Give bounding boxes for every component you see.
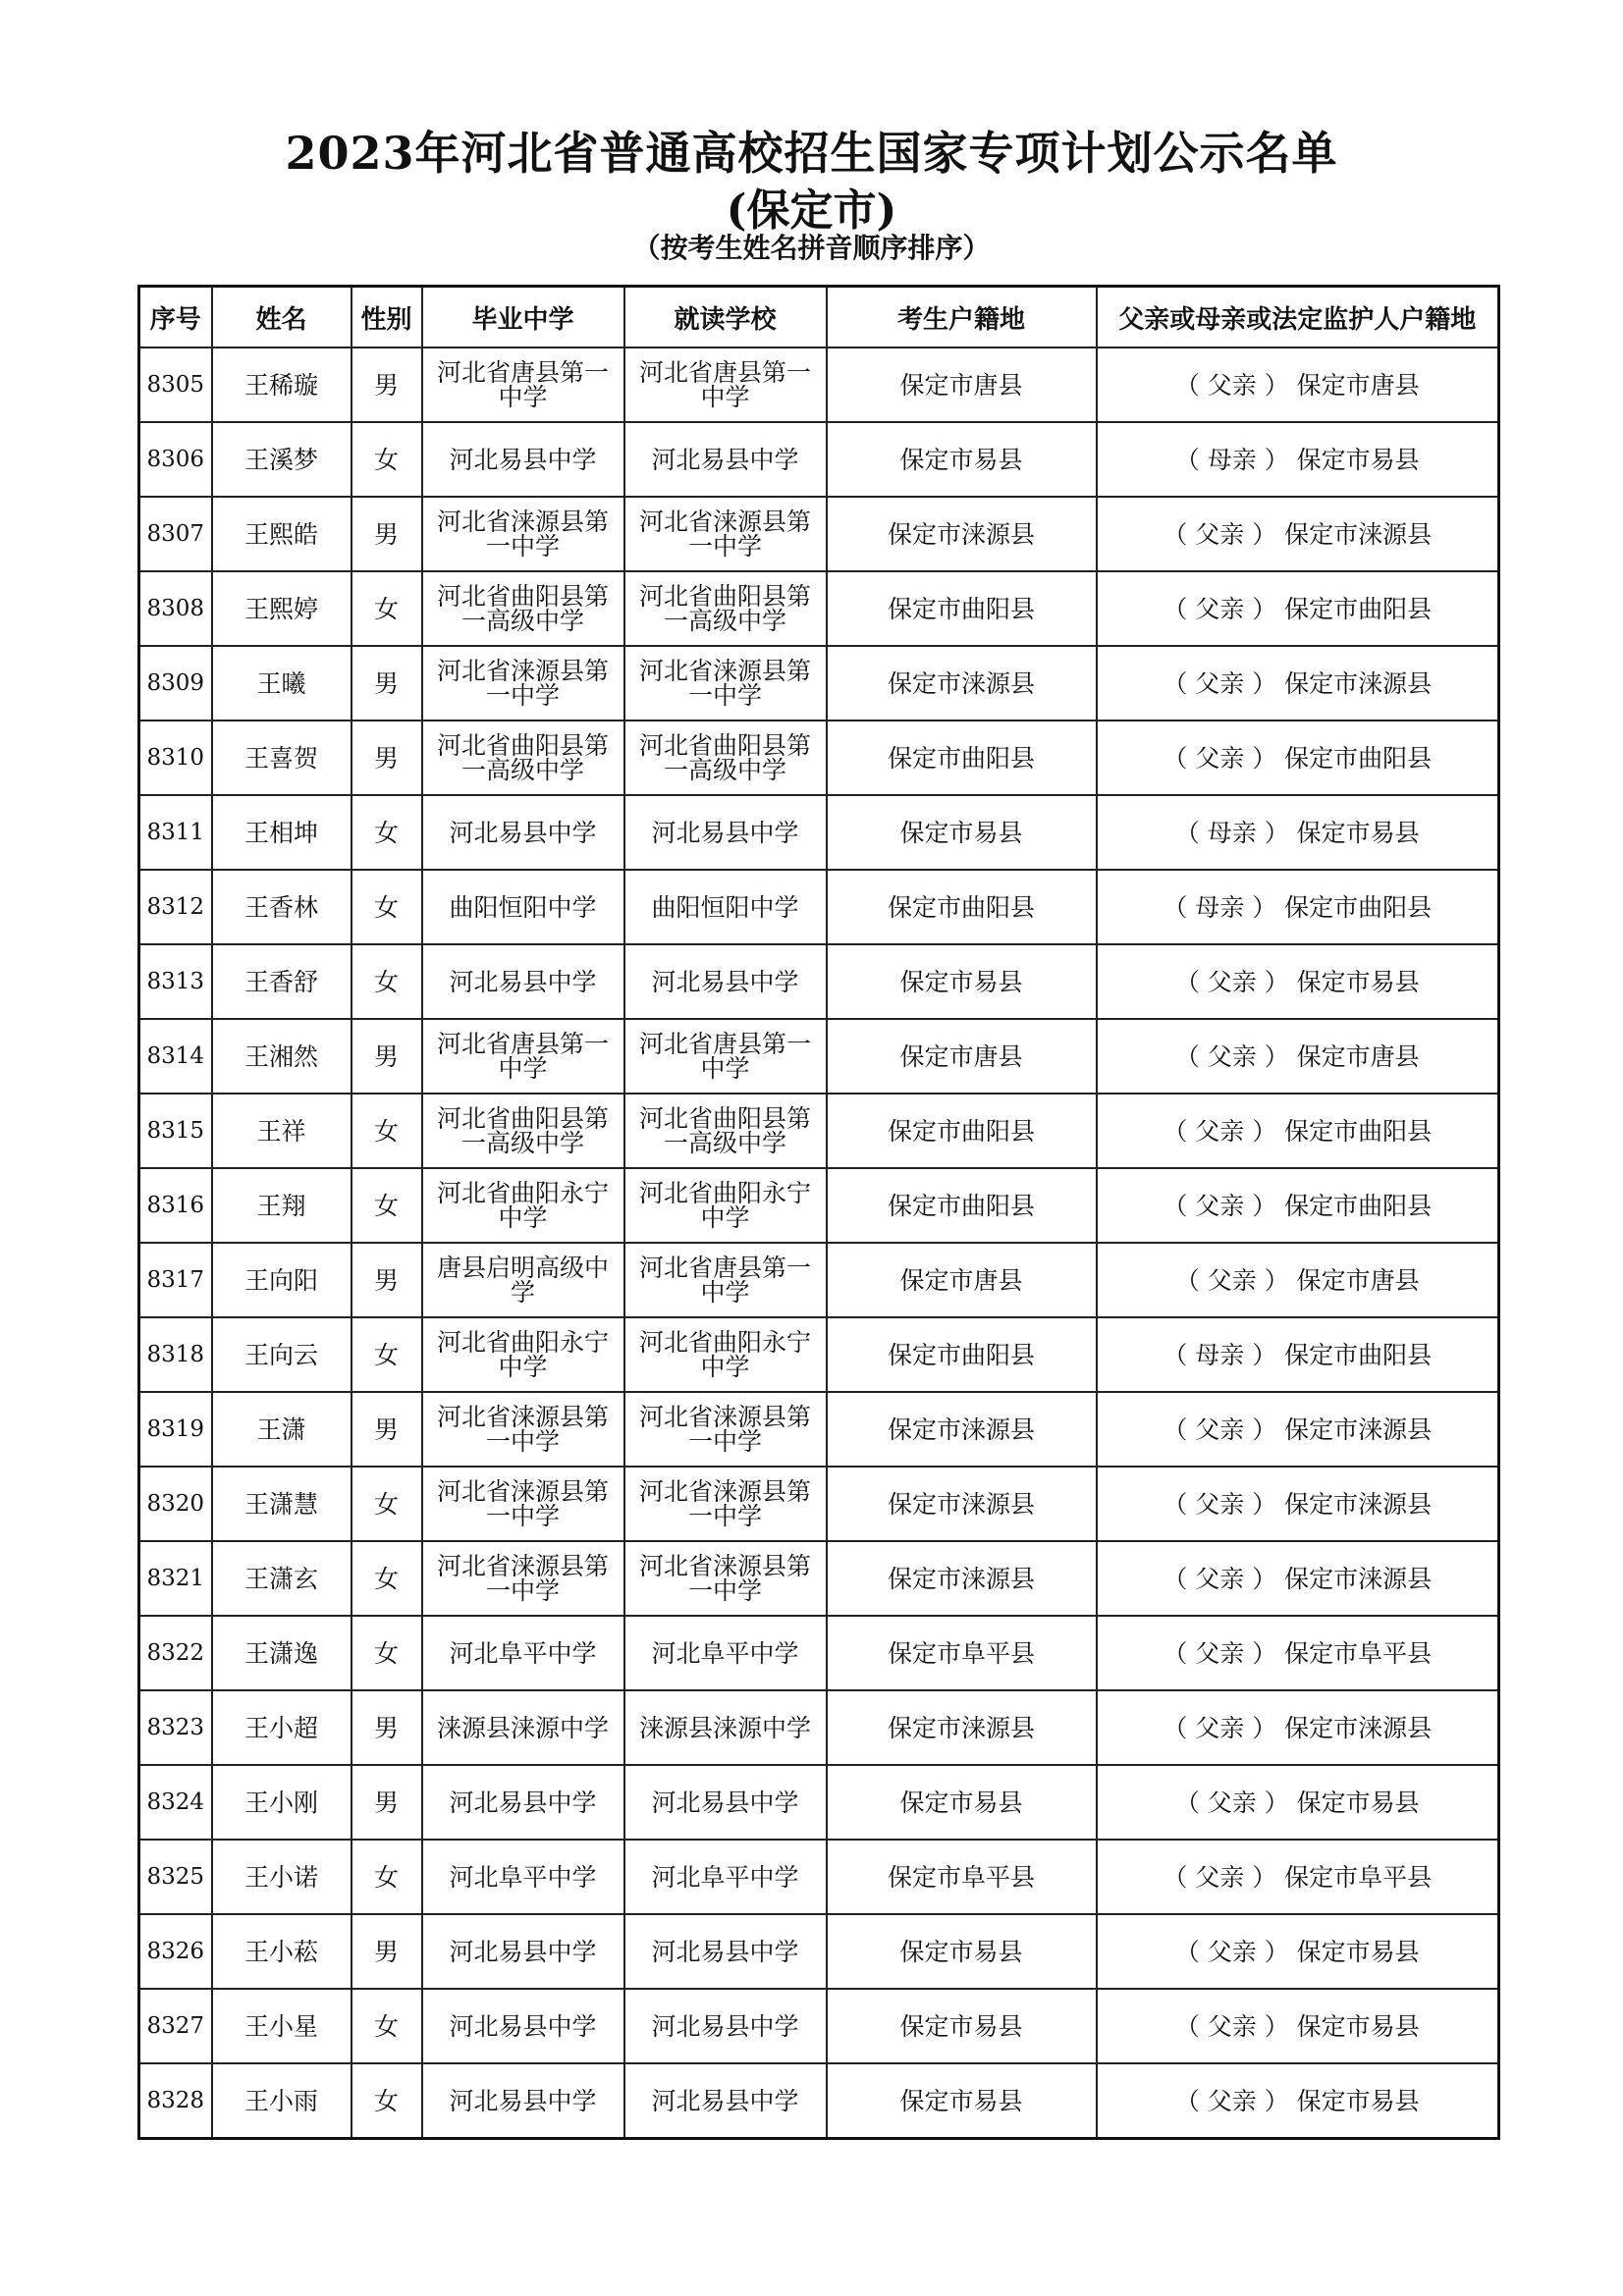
cell-current-school: 河北省唐县第一中学 (624, 347, 827, 422)
cell-guardian-hukou: （ 父亲 ） 保定市涞源县 (1097, 1392, 1499, 1467)
cell-current-school: 河北省涞源县第一中学 (624, 1467, 827, 1541)
cell-graduated-school: 河北易县中学 (422, 1989, 624, 2063)
table-row (139, 422, 1499, 497)
cell-current-school: 河北易县中学 (624, 1914, 827, 1989)
cell-current-school: 河北易县中学 (624, 1765, 827, 1840)
cell-name: 王小诺 (212, 1840, 352, 1914)
header-graduated-school: 毕业中学 (422, 287, 624, 348)
cell-student-hukou: 保定市涞源县 (827, 1467, 1097, 1541)
table-row (139, 870, 1499, 944)
cell-student-hukou: 保定市涞源县 (827, 497, 1097, 571)
table-row (139, 1019, 1499, 1094)
cell-gender: 男 (352, 1690, 422, 1765)
cell-gender: 男 (352, 1019, 422, 1094)
cell-current-school: 河北易县中学 (624, 1989, 827, 2063)
cell-graduated-school: 河北省涞源县第一中学 (422, 1541, 624, 1616)
cell-gender: 女 (352, 571, 422, 646)
cell-current-school: 河北阜平中学 (624, 1616, 827, 1690)
header-name: 姓名 (212, 287, 352, 348)
cell-index: 8318 (139, 1317, 212, 1392)
cell-gender: 男 (352, 721, 422, 795)
cell-student-hukou: 保定市易县 (827, 795, 1097, 870)
table-row (139, 497, 1499, 571)
table-row (139, 646, 1499, 721)
cell-current-school: 河北省曲阳永宁中学 (624, 1317, 827, 1392)
table-row (139, 1765, 1499, 1840)
cell-gender: 男 (352, 1243, 422, 1317)
cell-student-hukou: 保定市曲阳县 (827, 870, 1097, 944)
table-header-row (139, 287, 1499, 348)
document-title: 2023年河北省普通高校招生国家专项计划公示名单 (285, 127, 1338, 180)
header-index: 序号 (139, 287, 212, 348)
cell-student-hukou: 保定市阜平县 (827, 1616, 1097, 1690)
cell-name: 王熙婷 (212, 571, 352, 646)
cell-index: 8314 (139, 1019, 212, 1094)
cell-current-school: 河北省涞源县第一中学 (624, 497, 827, 571)
cell-gender: 男 (352, 347, 422, 422)
cell-graduated-school: 河北省唐县第一中学 (422, 1019, 624, 1094)
cell-gender: 女 (352, 1989, 422, 2063)
cell-gender: 女 (352, 795, 422, 870)
cell-graduated-school: 河北易县中学 (422, 795, 624, 870)
cell-name: 王喜贺 (212, 721, 352, 795)
cell-current-school: 河北省曲阳县第一高级中学 (624, 721, 827, 795)
cell-student-hukou: 保定市易县 (827, 1989, 1097, 2063)
table-row (139, 1690, 1499, 1765)
table-row (139, 1467, 1499, 1541)
cell-guardian-hukou: （ 父亲 ） 保定市涞源县 (1097, 1690, 1499, 1765)
cell-current-school: 曲阳恒阳中学 (624, 870, 827, 944)
cell-student-hukou: 保定市易县 (827, 1914, 1097, 1989)
cell-gender: 女 (352, 1616, 422, 1690)
cell-current-school: 河北阜平中学 (624, 1840, 827, 1914)
document-subtitle: (保定市) (726, 186, 897, 236)
cell-name: 王潇 (212, 1392, 352, 1467)
cell-current-school: 河北省涞源县第一中学 (624, 1392, 827, 1467)
cell-current-school: 河北省曲阳县第一高级中学 (624, 1094, 827, 1168)
cell-graduated-school: 河北阜平中学 (422, 1840, 624, 1914)
cell-name: 王小星 (212, 1989, 352, 2063)
cell-graduated-school: 曲阳恒阳中学 (422, 870, 624, 944)
cell-name: 王香舒 (212, 944, 352, 1019)
cell-guardian-hukou: （ 父亲 ） 保定市唐县 (1097, 1243, 1499, 1317)
cell-current-school: 河北省涞源县第一中学 (624, 646, 827, 721)
cell-current-school: 河北省曲阳永宁中学 (624, 1168, 827, 1243)
cell-index: 8322 (139, 1616, 212, 1690)
table-row (139, 347, 1499, 422)
cell-guardian-hukou: （ 母亲 ） 保定市曲阳县 (1097, 870, 1499, 944)
cell-index: 8310 (139, 721, 212, 795)
cell-current-school: 河北省曲阳县第一高级中学 (624, 571, 827, 646)
cell-graduated-school: 河北省曲阳永宁中学 (422, 1317, 624, 1392)
cell-guardian-hukou: （ 母亲 ） 保定市易县 (1097, 422, 1499, 497)
cell-student-hukou: 保定市曲阳县 (827, 571, 1097, 646)
cell-name: 王湘然 (212, 1019, 352, 1094)
cell-current-school: 涞源县涞源中学 (624, 1690, 827, 1765)
header-student-hukou: 考生户籍地 (827, 287, 1097, 348)
cell-student-hukou: 保定市涞源县 (827, 1541, 1097, 1616)
cell-index: 8328 (139, 2063, 212, 2139)
cell-index: 8315 (139, 1094, 212, 1168)
cell-student-hukou: 保定市易县 (827, 2063, 1097, 2139)
cell-index: 8312 (139, 870, 212, 944)
cell-graduated-school: 河北易县中学 (422, 1765, 624, 1840)
cell-graduated-school: 河北易县中学 (422, 1914, 624, 1989)
cell-gender: 女 (352, 422, 422, 497)
cell-current-school: 河北易县中学 (624, 795, 827, 870)
cell-name: 王稀璇 (212, 347, 352, 422)
cell-name: 王向阳 (212, 1243, 352, 1317)
cell-gender: 男 (352, 497, 422, 571)
cell-graduated-school: 河北易县中学 (422, 944, 624, 1019)
cell-current-school: 河北省唐县第一中学 (624, 1243, 827, 1317)
cell-gender: 男 (352, 646, 422, 721)
table-row (139, 1616, 1499, 1690)
cell-index: 8324 (139, 1765, 212, 1840)
cell-graduated-school: 河北省涞源县第一中学 (422, 646, 624, 721)
cell-index: 8323 (139, 1690, 212, 1765)
cell-graduated-school: 河北省曲阳县第一高级中学 (422, 721, 624, 795)
cell-name: 王向云 (212, 1317, 352, 1392)
cell-gender: 女 (352, 1541, 422, 1616)
cell-index: 8326 (139, 1914, 212, 1989)
cell-graduated-school: 河北省曲阳县第一高级中学 (422, 1094, 624, 1168)
cell-graduated-school: 涞源县涞源中学 (422, 1690, 624, 1765)
cell-student-hukou: 保定市涞源县 (827, 646, 1097, 721)
cell-index: 8319 (139, 1392, 212, 1467)
cell-graduated-school: 河北易县中学 (422, 2063, 624, 2139)
cell-student-hukou: 保定市唐县 (827, 1019, 1097, 1094)
cell-student-hukou: 保定市唐县 (827, 1243, 1097, 1317)
sort-note: （按考生姓名拼音顺序排序） (632, 232, 991, 264)
cell-index: 8325 (139, 1840, 212, 1914)
table-row (139, 571, 1499, 646)
header-gender: 性别 (352, 287, 422, 348)
cell-index: 8305 (139, 347, 212, 422)
cell-graduated-school: 唐县启明高级中学 (422, 1243, 624, 1317)
table-row (139, 1094, 1499, 1168)
cell-name: 王小超 (212, 1690, 352, 1765)
cell-index: 8311 (139, 795, 212, 870)
cell-index: 8316 (139, 1168, 212, 1243)
cell-guardian-hukou: （ 父亲 ） 保定市阜平县 (1097, 1616, 1499, 1690)
cell-gender: 女 (352, 944, 422, 1019)
cell-graduated-school: 河北省涞源县第一中学 (422, 497, 624, 571)
cell-student-hukou: 保定市涞源县 (827, 1392, 1097, 1467)
cell-guardian-hukou: （ 父亲 ） 保定市涞源县 (1097, 1541, 1499, 1616)
cell-gender: 女 (352, 870, 422, 944)
cell-name: 王潇玄 (212, 1541, 352, 1616)
cell-student-hukou: 保定市易县 (827, 944, 1097, 1019)
cell-student-hukou: 保定市曲阳县 (827, 1168, 1097, 1243)
cell-guardian-hukou: （ 父亲 ） 保定市阜平县 (1097, 1840, 1499, 1914)
cell-guardian-hukou: （ 父亲 ） 保定市涞源县 (1097, 497, 1499, 571)
cell-guardian-hukou: （ 父亲 ） 保定市易县 (1097, 2063, 1499, 2139)
cell-index: 8309 (139, 646, 212, 721)
cell-graduated-school: 河北易县中学 (422, 422, 624, 497)
cell-gender: 男 (352, 1392, 422, 1467)
cell-index: 8327 (139, 1989, 212, 2063)
cell-index: 8308 (139, 571, 212, 646)
cell-name: 王小刚 (212, 1765, 352, 1840)
cell-current-school: 河北省涞源县第一中学 (624, 1541, 827, 1616)
cell-guardian-hukou: （ 父亲 ） 保定市曲阳县 (1097, 1168, 1499, 1243)
cell-gender: 女 (352, 2063, 422, 2139)
table-row (139, 944, 1499, 1019)
cell-student-hukou: 保定市易县 (827, 1765, 1097, 1840)
table-row (139, 1168, 1499, 1243)
cell-guardian-hukou: （ 父亲 ） 保定市曲阳县 (1097, 571, 1499, 646)
cell-student-hukou: 保定市曲阳县 (827, 1094, 1097, 1168)
cell-guardian-hukou: （ 母亲 ） 保定市曲阳县 (1097, 1317, 1499, 1392)
header-guardian-hukou: 父亲或母亲或法定监护人户籍地 (1097, 287, 1499, 348)
cell-graduated-school: 河北阜平中学 (422, 1616, 624, 1690)
cell-guardian-hukou: （ 父亲 ） 保定市易县 (1097, 1765, 1499, 1840)
cell-name: 王相坤 (212, 795, 352, 870)
cell-index: 8320 (139, 1467, 212, 1541)
header-current-school: 就读学校 (624, 287, 827, 348)
cell-student-hukou: 保定市阜平县 (827, 1840, 1097, 1914)
cell-student-hukou: 保定市曲阳县 (827, 1317, 1097, 1392)
table-row (139, 1989, 1499, 2063)
table-row (139, 795, 1499, 870)
cell-guardian-hukou: （ 父亲 ） 保定市唐县 (1097, 347, 1499, 422)
cell-student-hukou: 保定市涞源县 (827, 1690, 1097, 1765)
cell-index: 8307 (139, 497, 212, 571)
cell-graduated-school: 河北省曲阳县第一高级中学 (422, 571, 624, 646)
cell-index: 8321 (139, 1541, 212, 1616)
cell-gender: 女 (352, 1840, 422, 1914)
cell-gender: 女 (352, 1168, 422, 1243)
table-row (139, 1392, 1499, 1467)
cell-gender: 女 (352, 1094, 422, 1168)
cell-current-school: 河北省唐县第一中学 (624, 1019, 827, 1094)
cell-guardian-hukou: （ 父亲 ） 保定市曲阳县 (1097, 721, 1499, 795)
cell-student-hukou: 保定市易县 (827, 422, 1097, 497)
cell-gender: 男 (352, 1914, 422, 1989)
table-row (139, 1914, 1499, 1989)
cell-guardian-hukou: （ 母亲 ） 保定市易县 (1097, 795, 1499, 870)
cell-current-school: 河北易县中学 (624, 944, 827, 1019)
cell-index: 8317 (139, 1243, 212, 1317)
cell-current-school: 河北易县中学 (624, 2063, 827, 2139)
cell-name: 王香林 (212, 870, 352, 944)
cell-guardian-hukou: （ 父亲 ） 保定市唐县 (1097, 1019, 1499, 1094)
cell-current-school: 河北易县中学 (624, 422, 827, 497)
table-row (139, 1317, 1499, 1392)
cell-guardian-hukou: （ 父亲 ） 保定市易县 (1097, 944, 1499, 1019)
cell-graduated-school: 河北省涞源县第一中学 (422, 1392, 624, 1467)
cell-gender: 男 (352, 1765, 422, 1840)
cell-name: 王潇慧 (212, 1467, 352, 1541)
cell-guardian-hukou: （ 父亲 ） 保定市涞源县 (1097, 1467, 1499, 1541)
cell-index: 8313 (139, 944, 212, 1019)
cell-gender: 女 (352, 1467, 422, 1541)
table-row (139, 1541, 1499, 1616)
cell-graduated-school: 河北省唐县第一中学 (422, 347, 624, 422)
cell-index: 8306 (139, 422, 212, 497)
cell-graduated-school: 河北省曲阳永宁中学 (422, 1168, 624, 1243)
table-row (139, 1840, 1499, 1914)
roster-table (137, 285, 1500, 2140)
cell-name: 王潇逸 (212, 1616, 352, 1690)
cell-graduated-school: 河北省涞源县第一中学 (422, 1467, 624, 1541)
cell-name: 王曦 (212, 646, 352, 721)
table-row (139, 721, 1499, 795)
cell-name: 王熙皓 (212, 497, 352, 571)
cell-name: 王小雨 (212, 2063, 352, 2139)
cell-guardian-hukou: （ 父亲 ） 保定市易县 (1097, 1914, 1499, 1989)
cell-name: 王翔 (212, 1168, 352, 1243)
cell-name: 王小菘 (212, 1914, 352, 1989)
cell-guardian-hukou: （ 父亲 ） 保定市涞源县 (1097, 646, 1499, 721)
cell-guardian-hukou: （ 父亲 ） 保定市易县 (1097, 1989, 1499, 2063)
cell-gender: 女 (352, 1317, 422, 1392)
cell-name: 王祥 (212, 1094, 352, 1168)
cell-student-hukou: 保定市唐县 (827, 347, 1097, 422)
cell-name: 王溪梦 (212, 422, 352, 497)
table-row (139, 1243, 1499, 1317)
table-row (139, 2063, 1499, 2139)
cell-guardian-hukou: （ 父亲 ） 保定市曲阳县 (1097, 1094, 1499, 1168)
cell-student-hukou: 保定市曲阳县 (827, 721, 1097, 795)
